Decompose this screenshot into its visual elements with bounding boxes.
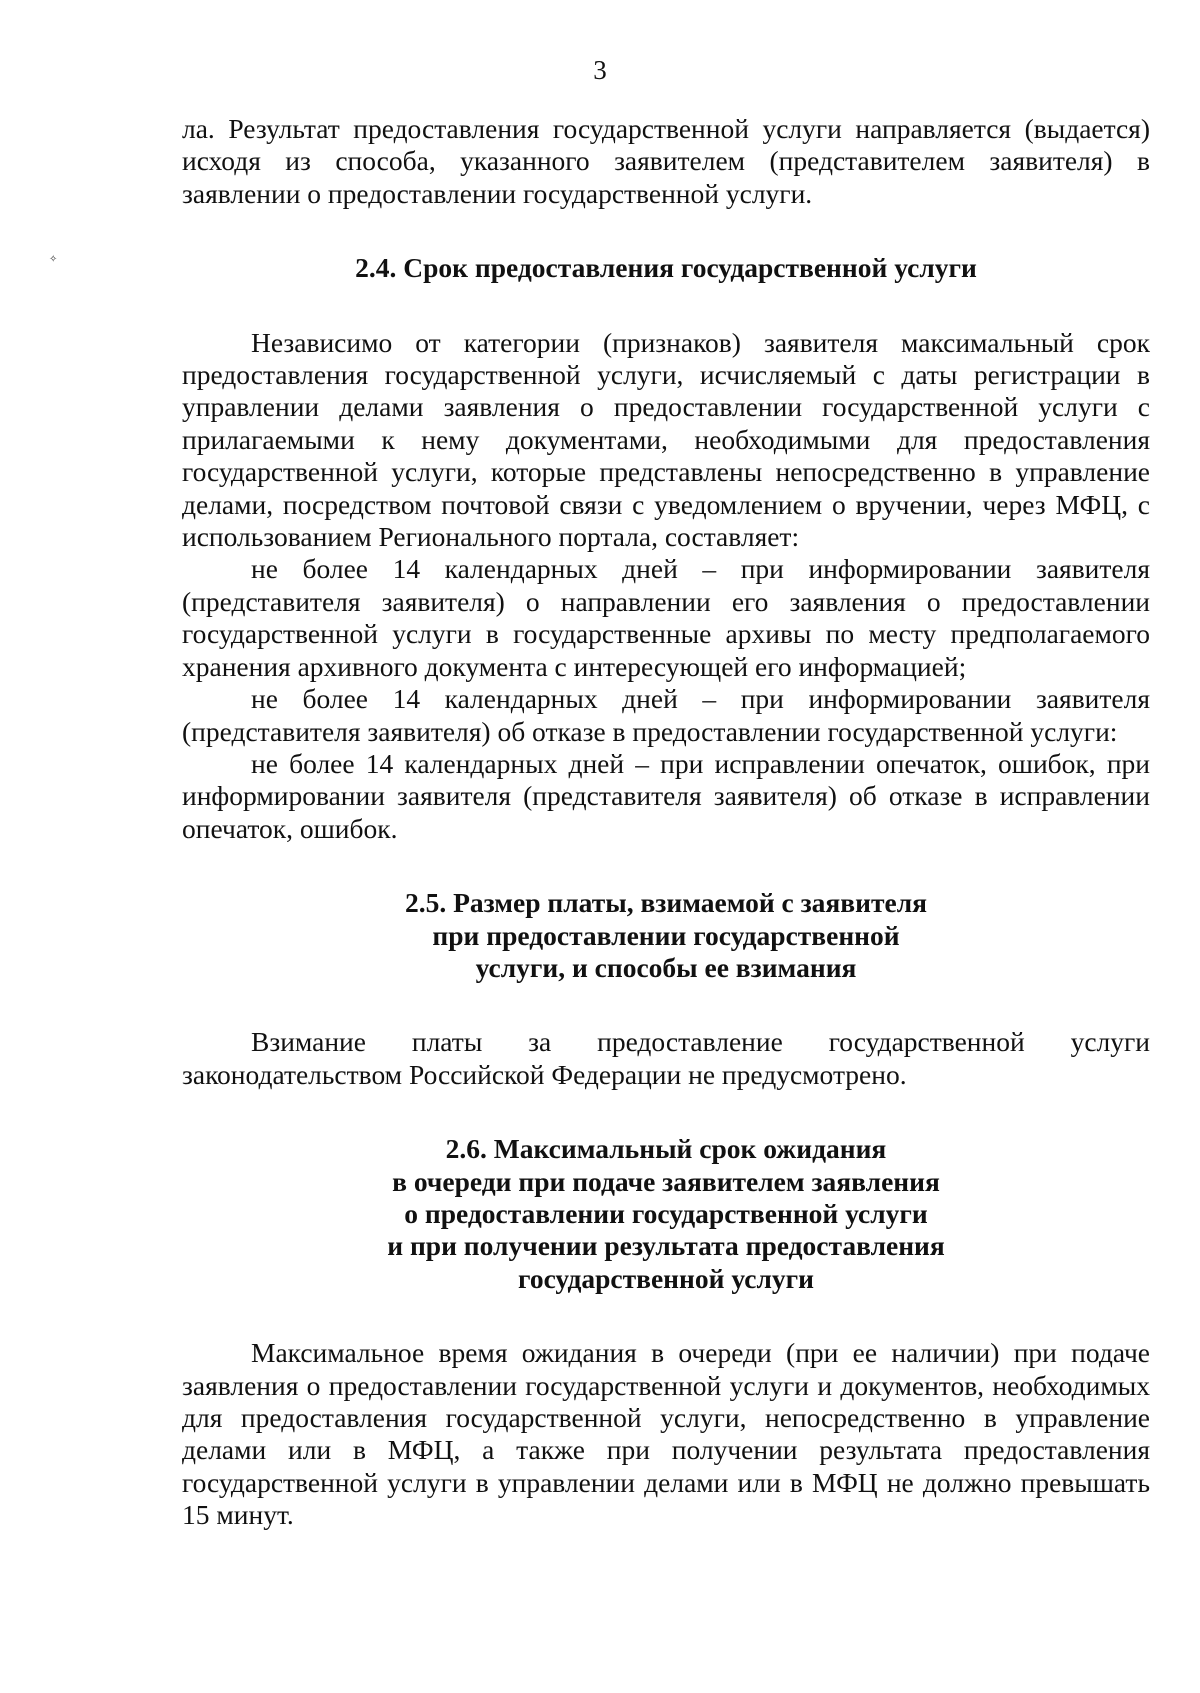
section-2-5-paragraph: Взимание платы за предоставление государственной услуги законодательством Российской Федерации не предусмотрено. [182,1026,1150,1090]
section-2-6-paragraph: Максимальное время ожидания в очереди (при ее наличии) при подаче заявления о предоставлении государственной услуги и документов, необходимых для предоставления государственной услуги, непосредственно в управление делами или в МФЦ, а также при получении результата предоставления государственной услуги в управлении делами или в МФЦ не должно превышать 15 минут. [182,1337,1150,1531]
section-2-5-heading-line: услуги, и способы ее взимания [475,951,857,983]
section-2-4-paragraph-term-3: не более 14 календарных дней – при исправлении опечаток, ошибок, при информировании заявителя (представителя заявителя) об отказе в исправлении опечаток, ошибок. [182,747,1150,844]
section-2-6-heading-line: 2.6. Максимальный срок ожидания [445,1133,887,1165]
section-2-4-paragraph-intro: Независимо от категории (признаков) заявителя максимальный срок предоставления государственной услуги, исчисляемый с даты регистрации в управлении делами заявления о предоставлении государственной услуги с прилагаемыми к нему документами, необходимыми для предоставления государственной услуги, которые представлены непосредственно в управление делами, посредством почтовой связи с уведомлением о вручении, через МФЦ, с использованием Регионального портала, составляет: [182,326,1150,553]
section-2-4-heading: 2.4. Срок предоставления государственной услуги [355,252,977,284]
section-2-6-heading-line: о предоставлении государственной услуги [404,1197,928,1229]
document-body [182,113,1150,1532]
section-2-6-heading-line: и при получении результата предоставления [387,1230,945,1262]
paragraph-continued: ла. Результат предоставления государственной услуги направляется (выдается) исходя из способа, указанного заявителем (представителем заявителя) в заявлении о предоставлении государственной услуги. [182,113,1150,209]
page-number: 3 [593,55,607,85]
section-2-6-heading-line: в очереди при подаче заявителем заявления [392,1165,940,1197]
section-2-5-heading-line: при предоставлении государственной [432,919,900,951]
scan-artifact-mark: ✧ [49,254,58,265]
section-2-4-paragraph-term-2: не более 14 календарных дней – при информировании заявителя (представителя заявителя) об отказе в предоставлении государственной услуги: [182,683,1150,747]
section-2-4-paragraph-term-1: не более 14 календарных дней – при информировании заявителя (представителя заявителя) о направлении его заявления о предоставлении государственной услуги в государственные архивы по месту предполагаемого хранения архивного документа с интересующей его информацией; [182,553,1150,682]
section-2-6-heading [182,1133,1150,1295]
section-2-6-heading-line: государственной услуги [518,1262,814,1294]
section-2-5-heading-line: 2.5. Размер платы, взимаемой с заявителя [404,887,928,919]
section-2-5-heading [182,887,1150,984]
